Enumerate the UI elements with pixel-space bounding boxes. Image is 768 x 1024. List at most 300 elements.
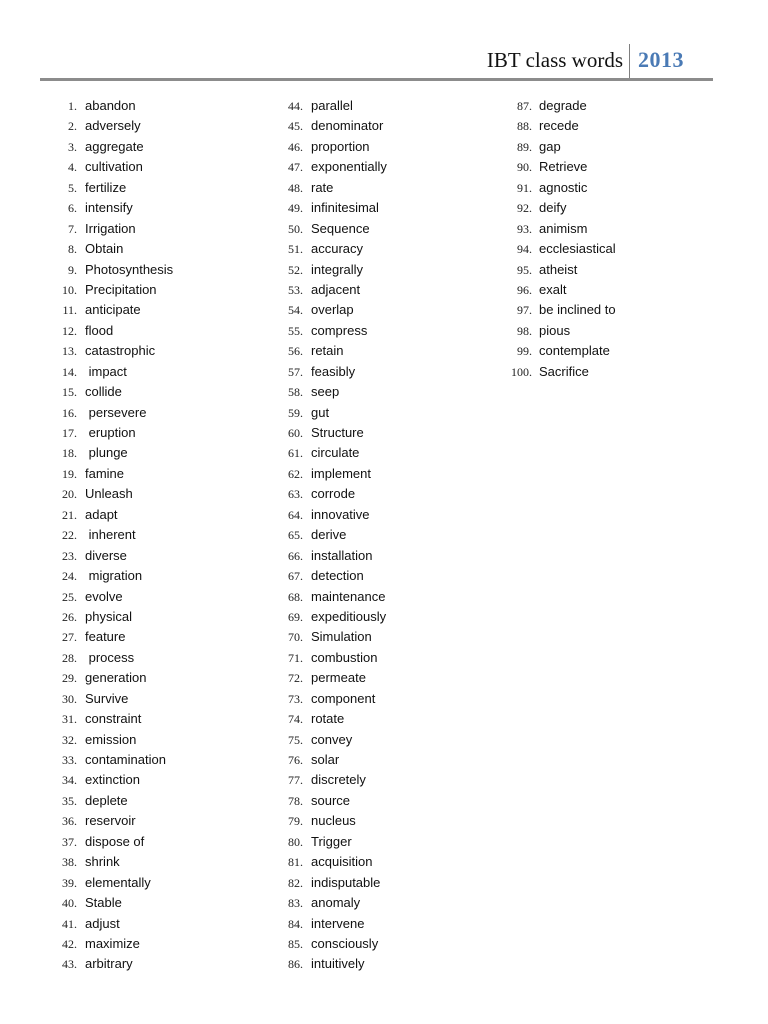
vocabulary-word: detection [311,568,364,584]
word-list-item [266,770,486,790]
word-list-item [493,96,713,116]
word-list-item [40,362,260,382]
item-number: 10. [62,282,77,297]
vocabulary-word: nucleus [311,813,356,829]
word-list-item [266,627,486,647]
item-number: 52. [288,262,303,277]
vocabulary-word: maintenance [311,588,386,604]
vocabulary-word: elementally [85,874,151,890]
vocabulary-word: anticipate [85,302,141,318]
word-list-item [266,464,486,484]
word-list-item [266,157,486,177]
item-number: 11. [62,303,77,318]
word-list-item [266,709,486,729]
vocabulary-word: constraint [85,711,142,727]
word-list-item [266,443,486,463]
vocabulary-word: consciously [311,935,379,951]
item-number: 30. [62,691,77,706]
vocabulary-word: gut [311,404,330,420]
vocabulary-word: component [311,690,376,706]
word-list-item [40,668,260,688]
item-number: 37. [62,834,77,849]
word-list-item [40,791,260,811]
item-number: 5. [68,180,77,195]
word-list-item [493,219,713,239]
vocabulary-word: compress [311,322,368,338]
vocabulary-word: adjust [85,915,120,931]
item-number: 35. [62,793,77,808]
item-number: 57. [288,364,303,379]
word-list-item [266,423,486,443]
vocabulary-word: permeate [311,670,366,686]
vocabulary-word: parallel [311,98,353,113]
item-number: 84. [288,916,303,931]
word-list-item [40,546,260,566]
word-list-item [40,689,260,709]
item-number: 46. [288,139,303,154]
item-number: 93. [517,221,532,236]
vocabulary-word: ecclesiastical [539,241,616,257]
vocabulary-word: exalt [539,281,567,297]
vocabulary-word: deplete [85,792,128,808]
word-list-item [493,198,713,218]
word-list-item [40,832,260,852]
item-number: 70. [288,630,303,645]
word-list-item [40,648,260,668]
vocabulary-word: exponentially [311,159,387,175]
vocabulary-word: reservoir [85,813,136,829]
vocabulary-word: dispose of [85,833,145,849]
word-list-item [40,750,260,770]
word-list-item [266,260,486,280]
item-number: 74. [288,712,303,727]
word-list-item [493,157,713,177]
word-list-item [266,116,486,136]
vocabulary-word: extinction [85,772,140,788]
word-list-item [266,791,486,811]
word-list-item [266,484,486,504]
vocabulary-word: Obtain [85,241,124,257]
vocabulary-word: inherent [85,527,136,543]
word-list-item [40,341,260,361]
item-number: 91. [517,180,532,195]
item-number: 73. [288,691,303,706]
word-list-item [40,811,260,831]
vocabulary-word: contemplate [539,343,610,359]
item-number: 9. [68,262,77,277]
vocabulary-word: innovative [311,506,370,522]
item-number: 66. [288,548,303,563]
vocabulary-word: collide [85,384,122,400]
vocabulary-word: overlap [311,302,354,318]
vocabulary-word: intensify [85,200,133,216]
vocabulary-word: recede [539,118,579,134]
vocabulary-word: proportion [311,138,370,154]
vocabulary-word: contamination [85,752,166,767]
word-list-item [266,505,486,525]
word-list-item [266,914,486,934]
word-list-item [266,566,486,586]
item-number: 71. [288,650,303,665]
item-number: 18. [62,446,77,461]
word-column-1 [40,96,260,975]
header-divider [629,44,630,80]
vocabulary-word: accuracy [311,241,364,257]
vocabulary-word: process [85,649,135,665]
vocabulary-word: integrally [311,261,364,277]
item-number: 2. [68,119,77,134]
word-list-item [40,423,260,443]
word-list-item [266,873,486,893]
item-number: 13. [62,344,77,359]
word-list-item [266,587,486,607]
word-list-item [493,321,713,341]
word-list-item [493,260,713,280]
word-list-item [40,321,260,341]
vocabulary-word: deify [539,200,567,216]
item-number: 7. [68,221,77,236]
item-number: 86. [288,957,303,972]
word-list-item [40,382,260,402]
word-list-item [40,116,260,136]
item-number: 61. [288,446,303,461]
word-list-item [40,627,260,647]
word-list-item [266,239,486,259]
item-number: 99. [517,344,532,359]
item-number: 40. [62,896,77,911]
vocabulary-word: evolve [85,588,123,604]
item-number: 12. [62,323,77,338]
vocabulary-word: Retrieve [539,159,588,175]
word-list-item [493,116,713,136]
vocabulary-word: intervene [311,915,365,931]
word-list-item [40,403,260,423]
word-list-item [40,730,260,750]
vocabulary-word: gap [539,138,561,154]
word-list-item [266,689,486,709]
word-list-item [266,954,486,974]
vocabulary-word: Precipitation [85,281,157,297]
item-number: 8. [68,242,77,257]
item-number: 47. [288,160,303,175]
vocabulary-word: emission [85,731,137,747]
item-number: 50. [288,221,303,236]
word-list-item [266,934,486,954]
vocabulary-word: implement [311,465,371,481]
item-number: 14. [62,364,77,379]
item-number: 75. [288,732,303,747]
word-list-item [266,341,486,361]
item-number: 34. [62,773,77,788]
item-number: 67. [288,569,303,584]
item-number: 38. [62,855,77,870]
item-number: 83. [288,896,303,911]
vocabulary-word: animism [539,220,588,236]
word-list-item [40,280,260,300]
item-number: 64. [288,507,303,522]
vocabulary-word: Stable [85,895,122,911]
vocabulary-word: source [311,792,351,808]
item-number: 62. [288,466,303,481]
vocabulary-word: anomaly [311,895,361,911]
vocabulary-word: denominator [311,118,384,134]
word-list-item [40,198,260,218]
vocabulary-word: migration [85,568,143,584]
word-list-item [40,239,260,259]
vocabulary-word: eruption [85,425,136,440]
word-list-item [266,893,486,913]
vocabulary-word: expeditiously [311,608,387,624]
word-list-item [40,954,260,974]
item-number: 58. [288,385,303,400]
word-column-2 [266,96,486,975]
word-list-item [266,730,486,750]
vocabulary-word: rotate [311,711,345,727]
item-number: 100. [511,364,532,379]
document-year: 2013 [638,47,684,72]
item-number: 4. [68,160,77,175]
vocabulary-word: cultivation [85,159,143,175]
word-list-item [40,137,260,157]
item-number: 26. [62,609,77,624]
item-number: 6. [68,201,77,216]
word-list-item [266,607,486,627]
item-number: 92. [517,201,532,216]
word-list-item [40,709,260,729]
item-number: 17. [62,426,77,440]
word-list-item [40,300,260,320]
word-list-item [266,403,486,423]
vocabulary-word: physical [85,608,132,624]
item-number: 49. [288,201,303,216]
document-title: IBT class words [486,48,623,72]
item-number: 24. [62,569,77,584]
vocabulary-word: Trigger [311,833,352,849]
vocabulary-word: adversely [85,118,141,134]
word-list-item [40,914,260,934]
word-list-item [266,852,486,872]
vocabulary-word: Sacrifice [539,363,589,379]
word-list-item [40,525,260,545]
word-list-item [40,260,260,280]
vocabulary-word: Photosynthesis [85,261,174,277]
word-list-item [266,198,486,218]
item-number: 54. [288,303,303,318]
word-list-item [40,157,260,177]
vocabulary-word: famine [85,465,125,481]
vocabulary-word: Structure [311,425,364,440]
word-list-item [493,362,713,382]
word-list-item [266,750,486,770]
word-list-item [40,587,260,607]
word-list-item [40,443,260,463]
word-list-item [493,341,713,361]
item-number: 25. [62,589,77,604]
item-number: 15. [62,385,77,400]
vocabulary-word: adjacent [311,281,361,297]
item-number: 95. [517,262,532,277]
item-number: 3. [68,139,77,154]
item-number: 19. [62,466,77,481]
word-list-item [266,811,486,831]
item-number: 42. [62,936,77,951]
word-list-item [266,525,486,545]
vocabulary-word: retain [311,343,344,359]
item-number: 80. [288,834,303,849]
vocabulary-word: flood [85,322,114,338]
item-number: 79. [288,814,303,829]
vocabulary-word: solar [311,752,340,767]
item-number: 98. [517,323,532,338]
vocabulary-word: combustion [311,649,378,665]
item-number: 44. [288,99,303,113]
item-number: 45. [288,119,303,134]
item-number: 81. [288,855,303,870]
item-number: 32. [62,732,77,747]
item-number: 77. [288,773,303,788]
item-number: 28. [62,650,77,665]
item-number: 87. [517,99,532,113]
item-number: 31. [62,712,77,727]
word-column-3 [493,96,713,382]
item-number: 88. [517,119,532,134]
vocabulary-word: feature [85,629,126,645]
vocabulary-word: adapt [85,506,118,522]
word-list-item [266,362,486,382]
item-number: 85. [288,936,303,951]
word-list-item [266,321,486,341]
vocabulary-word: shrink [85,854,120,870]
vocabulary-word: intuitively [311,956,365,972]
item-number: 39. [62,875,77,890]
vocabulary-word: be inclined to [539,302,616,318]
vocabulary-word: acquisition [311,854,373,870]
item-number: 48. [288,180,303,195]
item-number: 16. [62,405,77,420]
vocabulary-word: arbitrary [85,956,133,972]
word-list-item [266,648,486,668]
vocabulary-word: maximize [85,935,140,951]
vocabulary-word: Unleash [85,486,133,502]
vocabulary-word: infinitesimal [311,200,379,216]
vocabulary-word: pious [539,322,571,338]
item-number: 90. [517,160,532,175]
item-number: 78. [288,793,303,808]
item-number: 60. [288,426,303,440]
vocabulary-word: generation [85,670,147,686]
vocabulary-word: diverse [85,547,127,563]
item-number: 94. [517,242,532,257]
vocabulary-word: indisputable [311,874,381,890]
item-number: 1. [68,99,77,113]
word-list-item [266,96,486,116]
word-list-item [40,934,260,954]
vocabulary-word: abandon [85,98,136,113]
word-list-item [266,668,486,688]
vocabulary-word: circulate [311,445,360,461]
vocabulary-word: Irrigation [85,220,136,236]
word-list-item [40,873,260,893]
item-number: 96. [517,282,532,297]
item-number: 82. [288,875,303,890]
item-number: 97. [517,303,532,318]
vocabulary-word: feasibly [311,363,356,379]
item-number: 56. [288,344,303,359]
item-number: 72. [288,671,303,686]
word-list-item [493,239,713,259]
item-number: 27. [62,630,77,645]
word-list-item [266,280,486,300]
vocabulary-word: rate [311,179,334,195]
vocabulary-word: fertilize [85,179,127,195]
word-list-item [493,300,713,320]
item-number: 41. [62,916,77,931]
item-number: 33. [62,753,77,767]
item-number: 59. [288,405,303,420]
item-number: 20. [62,487,77,502]
item-number: 55. [288,323,303,338]
vocabulary-word: persevere [85,404,147,420]
vocabulary-word: impact [85,363,127,379]
word-list-item [40,893,260,913]
word-list-item [40,566,260,586]
item-number: 23. [62,548,77,563]
word-list-item [40,607,260,627]
item-number: 65. [288,528,303,543]
vocabulary-word: plunge [85,445,128,461]
word-list-item [266,382,486,402]
vocabulary-word: aggregate [85,138,144,154]
item-number: 63. [288,487,303,502]
word-list-item [493,137,713,157]
vocabulary-word: degrade [539,98,587,113]
vocabulary-word: discretely [311,772,366,788]
vocabulary-word: corrode [311,486,356,502]
word-list-item [40,96,260,116]
word-list-item [266,178,486,198]
item-number: 36. [62,814,77,829]
item-number: 53. [288,282,303,297]
item-number: 22. [62,528,77,543]
word-list-item [40,484,260,504]
vocabulary-word: derive [311,527,347,543]
word-list-item [40,505,260,525]
word-list-item [266,300,486,320]
item-number: 29. [62,671,77,686]
word-list-item [493,178,713,198]
page-header [0,0,768,80]
word-list-item [266,832,486,852]
vocabulary-word: installation [311,547,373,563]
word-list-item [40,178,260,198]
vocabulary-word: Simulation [311,629,372,645]
word-list-item [266,137,486,157]
word-list-item [266,219,486,239]
item-number: 21. [62,507,77,522]
word-list-item [40,464,260,484]
word-list-item [493,280,713,300]
word-list-item [40,852,260,872]
header-rule [40,78,713,81]
item-number: 89. [517,139,532,154]
vocabulary-word: Sequence [311,220,370,236]
word-list-item [40,770,260,790]
vocabulary-word: catastrophic [85,343,156,359]
word-list-item [266,546,486,566]
item-number: 68. [288,589,303,604]
vocabulary-word: Survive [85,690,129,706]
item-number: 51. [288,242,303,257]
